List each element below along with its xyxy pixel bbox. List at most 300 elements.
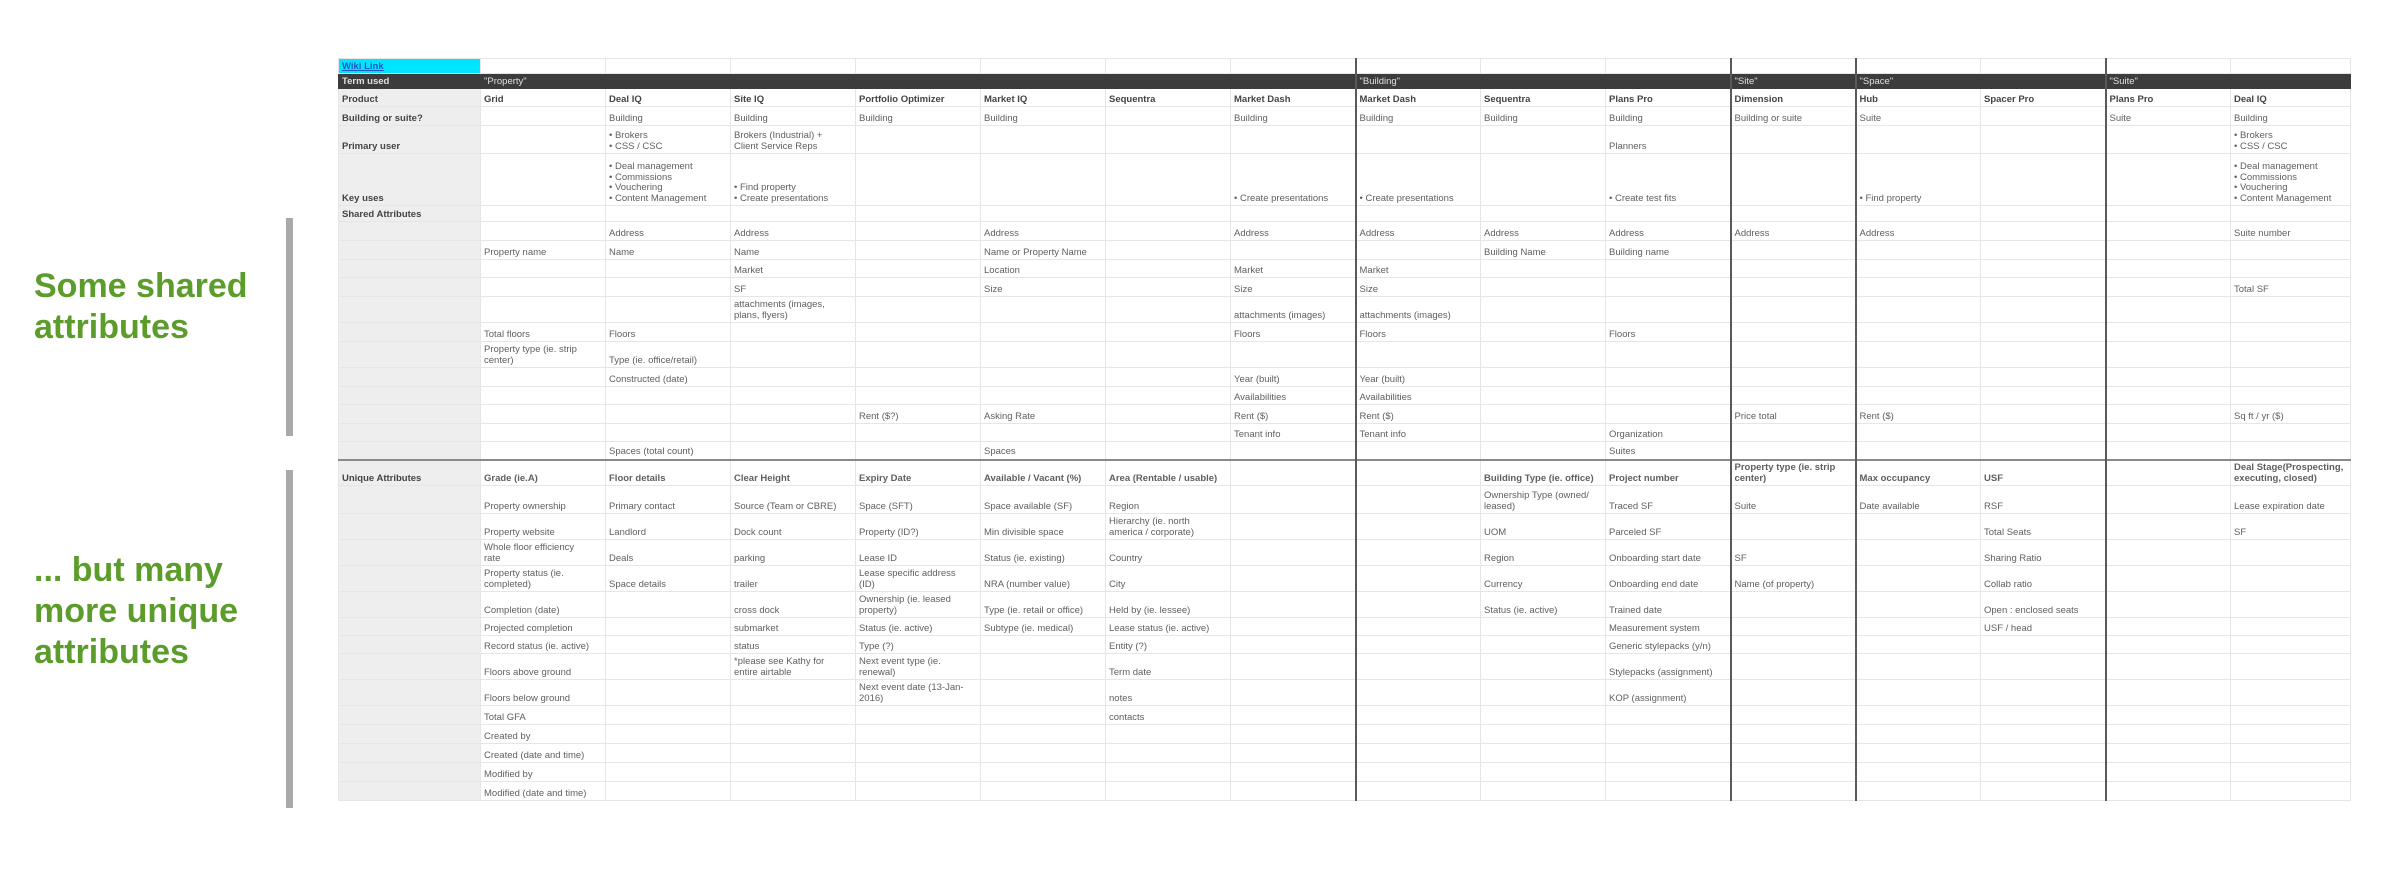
table-cell[interactable] bbox=[1481, 206, 1606, 222]
table-cell[interactable]: Collab ratio bbox=[1981, 566, 2106, 592]
table-cell[interactable]: Subtype (ie. medical) bbox=[981, 618, 1106, 636]
table-cell[interactable] bbox=[1856, 297, 1981, 323]
table-cell[interactable]: Currency bbox=[1481, 566, 1606, 592]
table-cell[interactable] bbox=[1231, 706, 1356, 725]
table-cell[interactable] bbox=[2106, 342, 2231, 368]
table-cell[interactable] bbox=[2231, 260, 2351, 278]
table-cell[interactable] bbox=[1731, 763, 1856, 782]
table-cell[interactable] bbox=[2106, 706, 2231, 725]
table-cell[interactable] bbox=[1481, 74, 1606, 89]
table-cell[interactable]: Name bbox=[731, 241, 856, 260]
table-cell[interactable]: "Suite" bbox=[2106, 74, 2231, 89]
table-cell[interactable] bbox=[1981, 654, 2106, 680]
table-cell[interactable] bbox=[1106, 126, 1231, 154]
table-cell[interactable]: SF bbox=[2231, 514, 2351, 540]
table-cell[interactable] bbox=[856, 260, 981, 278]
table-cell[interactable] bbox=[2106, 618, 2231, 636]
table-cell[interactable]: Status (ie. active) bbox=[856, 618, 981, 636]
table-cell[interactable] bbox=[1356, 460, 1481, 486]
table-cell[interactable]: Suite bbox=[1856, 107, 1981, 126]
table-cell[interactable] bbox=[1231, 680, 1356, 706]
table-cell[interactable] bbox=[1981, 107, 2106, 126]
table-cell[interactable] bbox=[1856, 514, 1981, 540]
table-cell[interactable]: Suites bbox=[1606, 442, 1731, 460]
table-cell[interactable] bbox=[2106, 680, 2231, 706]
table-cell[interactable]: Floors below ground bbox=[481, 680, 606, 706]
table-cell[interactable] bbox=[981, 297, 1106, 323]
table-cell[interactable]: Planners bbox=[1606, 126, 1731, 154]
table-cell[interactable] bbox=[1231, 241, 1356, 260]
table-cell[interactable]: Landlord bbox=[606, 514, 731, 540]
table-cell[interactable] bbox=[1231, 744, 1356, 763]
table-cell[interactable]: status bbox=[731, 636, 856, 654]
table-cell[interactable]: "Space" bbox=[1856, 74, 1981, 89]
table-cell[interactable]: Deal IQ bbox=[2231, 89, 2351, 107]
table-cell[interactable] bbox=[1606, 278, 1731, 297]
table-cell[interactable] bbox=[1106, 222, 1231, 241]
table-cell[interactable] bbox=[2231, 387, 2351, 405]
table-cell[interactable] bbox=[481, 442, 606, 460]
table-cell[interactable] bbox=[1731, 342, 1856, 368]
table-cell[interactable] bbox=[2106, 540, 2231, 566]
table-cell[interactable] bbox=[2231, 206, 2351, 222]
table-cell[interactable] bbox=[606, 636, 731, 654]
table-cell[interactable] bbox=[856, 323, 981, 342]
table-cell[interactable] bbox=[1981, 126, 2106, 154]
table-cell[interactable]: Suite bbox=[1731, 486, 1856, 514]
table-cell[interactable] bbox=[1106, 744, 1231, 763]
table-cell[interactable]: Building bbox=[1481, 107, 1606, 126]
table-cell[interactable] bbox=[606, 725, 731, 744]
table-cell[interactable] bbox=[1481, 154, 1606, 206]
table-cell[interactable] bbox=[981, 74, 1106, 89]
table-cell[interactable]: Size bbox=[1356, 278, 1481, 297]
table-cell[interactable]: Term date bbox=[1106, 654, 1231, 680]
table-cell[interactable] bbox=[1481, 744, 1606, 763]
table-cell[interactable]: Property type (ie. strip center) bbox=[1731, 460, 1856, 486]
table-cell[interactable]: Sequentra bbox=[1106, 89, 1231, 107]
table-cell[interactable] bbox=[1856, 654, 1981, 680]
table-cell[interactable] bbox=[606, 206, 731, 222]
table-cell[interactable] bbox=[856, 744, 981, 763]
table-cell[interactable] bbox=[2106, 297, 2231, 323]
table-cell[interactable]: Building name bbox=[1606, 241, 1731, 260]
table-cell[interactable] bbox=[1731, 514, 1856, 540]
table-cell[interactable] bbox=[1481, 782, 1606, 801]
table-cell[interactable]: Rent ($) bbox=[1356, 405, 1481, 424]
table-cell[interactable] bbox=[2231, 59, 2351, 74]
row-header-cell[interactable] bbox=[339, 654, 481, 680]
table-cell[interactable]: • Brokers • CSS / CSC bbox=[606, 126, 731, 154]
table-cell[interactable] bbox=[1856, 782, 1981, 801]
table-cell[interactable]: Building bbox=[606, 107, 731, 126]
table-cell[interactable] bbox=[481, 424, 606, 442]
table-cell[interactable]: Traced SF bbox=[1606, 486, 1731, 514]
table-cell[interactable] bbox=[981, 636, 1106, 654]
table-cell[interactable]: *please see Kathy for entire airtable bbox=[731, 654, 856, 680]
table-cell[interactable] bbox=[2106, 405, 2231, 424]
table-cell[interactable] bbox=[2231, 706, 2351, 725]
table-cell[interactable] bbox=[1731, 387, 1856, 405]
table-cell[interactable]: Address bbox=[1356, 222, 1481, 241]
table-cell[interactable] bbox=[981, 424, 1106, 442]
table-cell[interactable] bbox=[1731, 744, 1856, 763]
table-cell[interactable]: Property ownership bbox=[481, 486, 606, 514]
table-cell[interactable] bbox=[1981, 278, 2106, 297]
table-cell[interactable]: Date available bbox=[1856, 486, 1981, 514]
table-cell[interactable]: Building bbox=[731, 107, 856, 126]
table-cell[interactable] bbox=[2231, 654, 2351, 680]
table-cell[interactable] bbox=[1481, 323, 1606, 342]
table-cell[interactable] bbox=[856, 424, 981, 442]
table-cell[interactable] bbox=[1606, 744, 1731, 763]
table-cell[interactable]: • Find property bbox=[1856, 154, 1981, 206]
table-cell[interactable] bbox=[1231, 540, 1356, 566]
table-cell[interactable] bbox=[981, 368, 1106, 387]
table-cell[interactable]: Deal IQ bbox=[606, 89, 731, 107]
table-cell[interactable] bbox=[1606, 59, 1731, 74]
table-cell[interactable] bbox=[1356, 486, 1481, 514]
row-header-cell[interactable] bbox=[339, 405, 481, 424]
table-cell[interactable] bbox=[856, 725, 981, 744]
table-cell[interactable] bbox=[1981, 260, 2106, 278]
table-cell[interactable] bbox=[1231, 782, 1356, 801]
table-cell[interactable] bbox=[1106, 763, 1231, 782]
table-cell[interactable] bbox=[981, 387, 1106, 405]
table-cell[interactable] bbox=[2106, 278, 2231, 297]
table-cell[interactable]: Rent ($) bbox=[1856, 405, 1981, 424]
table-cell[interactable] bbox=[1481, 405, 1606, 424]
table-cell[interactable]: Space (SFT) bbox=[856, 486, 981, 514]
table-cell[interactable] bbox=[981, 706, 1106, 725]
table-cell[interactable] bbox=[856, 59, 981, 74]
table-cell[interactable] bbox=[606, 405, 731, 424]
table-cell[interactable] bbox=[1856, 636, 1981, 654]
table-cell[interactable]: Total Seats bbox=[1981, 514, 2106, 540]
table-cell[interactable]: Modified by bbox=[481, 763, 606, 782]
table-cell[interactable]: Availabilities bbox=[1356, 387, 1481, 405]
table-cell[interactable] bbox=[1356, 618, 1481, 636]
table-cell[interactable] bbox=[606, 744, 731, 763]
table-cell[interactable]: Tenant info bbox=[1356, 424, 1481, 442]
table-cell[interactable] bbox=[606, 618, 731, 636]
table-cell[interactable] bbox=[1106, 442, 1231, 460]
row-header-cell[interactable] bbox=[339, 763, 481, 782]
table-cell[interactable] bbox=[1981, 241, 2106, 260]
table-cell[interactable] bbox=[606, 782, 731, 801]
table-cell[interactable]: Trained date bbox=[1606, 592, 1731, 618]
table-cell[interactable] bbox=[731, 368, 856, 387]
table-cell[interactable] bbox=[856, 126, 981, 154]
table-cell[interactable]: • Create presentations bbox=[1231, 154, 1356, 206]
table-cell[interactable]: Lease ID bbox=[856, 540, 981, 566]
table-cell[interactable]: Lease specific address (ID) bbox=[856, 566, 981, 592]
table-cell[interactable] bbox=[1856, 278, 1981, 297]
table-cell[interactable] bbox=[1981, 206, 2106, 222]
table-cell[interactable] bbox=[1981, 636, 2106, 654]
table-cell[interactable] bbox=[981, 59, 1106, 74]
table-cell[interactable] bbox=[1106, 387, 1231, 405]
table-cell[interactable] bbox=[981, 126, 1106, 154]
table-cell[interactable] bbox=[1356, 744, 1481, 763]
table-cell[interactable] bbox=[856, 154, 981, 206]
table-cell[interactable] bbox=[1356, 706, 1481, 725]
table-cell[interactable] bbox=[1356, 566, 1481, 592]
table-cell[interactable] bbox=[2106, 59, 2231, 74]
table-cell[interactable] bbox=[1106, 424, 1231, 442]
table-cell[interactable]: Constructed (date) bbox=[606, 368, 731, 387]
table-cell[interactable] bbox=[1231, 763, 1356, 782]
table-cell[interactable]: Market bbox=[1231, 260, 1356, 278]
table-cell[interactable] bbox=[2106, 323, 2231, 342]
table-cell[interactable] bbox=[856, 222, 981, 241]
table-cell[interactable] bbox=[1481, 59, 1606, 74]
row-header-cell[interactable] bbox=[339, 241, 481, 260]
table-cell[interactable]: Onboarding end date bbox=[1606, 566, 1731, 592]
table-cell[interactable]: Min divisible space bbox=[981, 514, 1106, 540]
table-cell[interactable] bbox=[1481, 126, 1606, 154]
row-header-cell[interactable] bbox=[339, 725, 481, 744]
table-cell[interactable] bbox=[2106, 222, 2231, 241]
table-cell[interactable] bbox=[1606, 387, 1731, 405]
table-cell[interactable] bbox=[981, 154, 1106, 206]
table-cell[interactable] bbox=[1981, 368, 2106, 387]
table-cell[interactable] bbox=[856, 342, 981, 368]
row-header-cell[interactable] bbox=[339, 323, 481, 342]
table-cell[interactable] bbox=[2231, 540, 2351, 566]
table-cell[interactable]: Building bbox=[1356, 107, 1481, 126]
table-cell[interactable]: Suite bbox=[2106, 107, 2231, 126]
table-cell[interactable]: Market Dash bbox=[1356, 89, 1481, 107]
table-cell[interactable] bbox=[1356, 654, 1481, 680]
table-cell[interactable]: Year (built) bbox=[1356, 368, 1481, 387]
table-cell[interactable] bbox=[1106, 59, 1231, 74]
table-cell[interactable]: Asking Rate bbox=[981, 405, 1106, 424]
table-cell[interactable] bbox=[1981, 405, 2106, 424]
table-cell[interactable]: Tenant info bbox=[1231, 424, 1356, 442]
table-cell[interactable]: Ownership Type (owned/ leased) bbox=[1481, 486, 1606, 514]
table-cell[interactable] bbox=[1606, 297, 1731, 323]
table-cell[interactable]: Property type (ie. strip center) bbox=[481, 342, 606, 368]
table-cell[interactable]: City bbox=[1106, 566, 1231, 592]
table-cell[interactable]: Floors bbox=[1606, 323, 1731, 342]
table-cell[interactable] bbox=[2106, 260, 2231, 278]
table-cell[interactable] bbox=[1731, 278, 1856, 297]
row-header-cell[interactable] bbox=[339, 278, 481, 297]
table-cell[interactable] bbox=[606, 387, 731, 405]
table-cell[interactable] bbox=[481, 59, 606, 74]
table-cell[interactable] bbox=[606, 59, 731, 74]
table-cell[interactable]: Name bbox=[606, 241, 731, 260]
row-header-cell[interactable] bbox=[339, 442, 481, 460]
table-cell[interactable] bbox=[1856, 206, 1981, 222]
table-cell[interactable]: Building Name bbox=[1481, 241, 1606, 260]
table-cell[interactable] bbox=[731, 59, 856, 74]
table-cell[interactable] bbox=[731, 387, 856, 405]
table-cell[interactable] bbox=[2106, 566, 2231, 592]
row-header-cell[interactable]: Primary user bbox=[339, 126, 481, 154]
table-cell[interactable] bbox=[1981, 222, 2106, 241]
row-header-cell[interactable] bbox=[339, 387, 481, 405]
table-cell[interactable] bbox=[1981, 424, 2106, 442]
table-cell[interactable] bbox=[856, 782, 981, 801]
table-cell[interactable] bbox=[2231, 725, 2351, 744]
table-cell[interactable] bbox=[981, 680, 1106, 706]
table-cell[interactable]: Next event date (13-Jan- 2016) bbox=[856, 680, 981, 706]
table-cell[interactable] bbox=[1731, 706, 1856, 725]
table-cell[interactable] bbox=[1981, 323, 2106, 342]
table-cell[interactable] bbox=[1231, 342, 1356, 368]
table-cell[interactable] bbox=[1981, 680, 2106, 706]
table-cell[interactable]: Building bbox=[856, 107, 981, 126]
table-cell[interactable] bbox=[1606, 763, 1731, 782]
table-cell[interactable] bbox=[1481, 763, 1606, 782]
table-cell[interactable] bbox=[481, 154, 606, 206]
table-cell[interactable]: Plans Pro bbox=[2106, 89, 2231, 107]
table-cell[interactable]: Address bbox=[1231, 222, 1356, 241]
table-cell[interactable]: Area (Rentable / usable) bbox=[1106, 460, 1231, 486]
table-cell[interactable] bbox=[606, 680, 731, 706]
table-cell[interactable] bbox=[606, 278, 731, 297]
table-cell[interactable] bbox=[2231, 241, 2351, 260]
table-cell[interactable]: KOP (assignment) bbox=[1606, 680, 1731, 706]
table-cell[interactable] bbox=[1731, 442, 1856, 460]
table-cell[interactable] bbox=[1481, 278, 1606, 297]
table-cell[interactable] bbox=[1231, 126, 1356, 154]
table-cell[interactable]: Generic stylepacks (y/n) bbox=[1606, 636, 1731, 654]
table-cell[interactable] bbox=[1356, 241, 1481, 260]
table-cell[interactable]: Building or suite bbox=[1731, 107, 1856, 126]
row-header-cell[interactable] bbox=[339, 566, 481, 592]
table-cell[interactable] bbox=[1481, 424, 1606, 442]
table-cell[interactable]: • Create test fits bbox=[1606, 154, 1731, 206]
table-cell[interactable]: cross dock bbox=[731, 592, 856, 618]
table-cell[interactable] bbox=[1231, 636, 1356, 654]
table-cell[interactable]: "Property" bbox=[481, 74, 606, 89]
table-cell[interactable] bbox=[2106, 744, 2231, 763]
table-cell[interactable]: Price total bbox=[1731, 405, 1856, 424]
table-cell[interactable] bbox=[731, 680, 856, 706]
table-cell[interactable]: Stylepacks (assignment) bbox=[1606, 654, 1731, 680]
table-cell[interactable] bbox=[1731, 654, 1856, 680]
table-cell[interactable] bbox=[1606, 74, 1731, 89]
table-cell[interactable] bbox=[1106, 154, 1231, 206]
table-cell[interactable] bbox=[1106, 206, 1231, 222]
table-cell[interactable]: Parceled SF bbox=[1606, 514, 1731, 540]
table-cell[interactable] bbox=[731, 442, 856, 460]
table-cell[interactable] bbox=[2231, 424, 2351, 442]
table-cell[interactable]: notes bbox=[1106, 680, 1231, 706]
table-cell[interactable] bbox=[2231, 297, 2351, 323]
table-cell[interactable]: Floors bbox=[1356, 323, 1481, 342]
table-cell[interactable] bbox=[1106, 241, 1231, 260]
table-cell[interactable] bbox=[1856, 260, 1981, 278]
table-cell[interactable]: Address bbox=[1731, 222, 1856, 241]
table-cell[interactable]: Suite number bbox=[2231, 222, 2351, 241]
table-cell[interactable]: Spacer Pro bbox=[1981, 89, 2106, 107]
table-cell[interactable] bbox=[2231, 618, 2351, 636]
table-cell[interactable] bbox=[1481, 260, 1606, 278]
table-cell[interactable] bbox=[2231, 744, 2351, 763]
table-cell[interactable] bbox=[481, 405, 606, 424]
table-cell[interactable] bbox=[1981, 74, 2106, 89]
row-header-cell[interactable] bbox=[339, 706, 481, 725]
table-cell[interactable] bbox=[731, 74, 856, 89]
table-cell[interactable] bbox=[1856, 744, 1981, 763]
table-cell[interactable]: Ownership (ie. leased property) bbox=[856, 592, 981, 618]
table-cell[interactable] bbox=[1356, 59, 1481, 74]
table-cell[interactable] bbox=[2231, 592, 2351, 618]
table-cell[interactable]: Source (Team or CBRE) bbox=[731, 486, 856, 514]
table-cell[interactable] bbox=[481, 278, 606, 297]
table-cell[interactable] bbox=[481, 222, 606, 241]
table-cell[interactable]: Record status (ie. active) bbox=[481, 636, 606, 654]
table-cell[interactable] bbox=[981, 654, 1106, 680]
table-cell[interactable]: submarket bbox=[731, 618, 856, 636]
table-cell[interactable] bbox=[1981, 387, 2106, 405]
table-cell[interactable] bbox=[1731, 424, 1856, 442]
table-cell[interactable] bbox=[1981, 154, 2106, 206]
table-cell[interactable] bbox=[731, 424, 856, 442]
table-cell[interactable] bbox=[1731, 260, 1856, 278]
table-cell[interactable]: • Deal management • Commissions • Vouchering • Content Management bbox=[2231, 154, 2351, 206]
table-cell[interactable] bbox=[1356, 540, 1481, 566]
row-header-cell[interactable] bbox=[339, 782, 481, 801]
table-cell[interactable] bbox=[856, 442, 981, 460]
table-cell[interactable] bbox=[1106, 782, 1231, 801]
table-cell[interactable] bbox=[1731, 323, 1856, 342]
table-cell[interactable] bbox=[1981, 782, 2106, 801]
table-cell[interactable] bbox=[2106, 460, 2231, 486]
row-header-cell[interactable] bbox=[339, 514, 481, 540]
row-header-cell[interactable] bbox=[339, 260, 481, 278]
table-cell[interactable]: Rent ($?) bbox=[856, 405, 981, 424]
table-cell[interactable] bbox=[1856, 442, 1981, 460]
table-cell[interactable]: Grid bbox=[481, 89, 606, 107]
table-cell[interactable]: Sharing Ratio bbox=[1981, 540, 2106, 566]
table-cell[interactable]: Brokers (Industrial) + Client Service Reps bbox=[731, 126, 856, 154]
table-cell[interactable] bbox=[1856, 725, 1981, 744]
table-cell[interactable] bbox=[856, 368, 981, 387]
table-cell[interactable]: trailer bbox=[731, 566, 856, 592]
table-cell[interactable] bbox=[731, 706, 856, 725]
table-cell[interactable] bbox=[481, 206, 606, 222]
table-cell[interactable] bbox=[1481, 297, 1606, 323]
table-cell[interactable]: Measurement system bbox=[1606, 618, 1731, 636]
table-cell[interactable] bbox=[1856, 706, 1981, 725]
table-cell[interactable]: Name (of property) bbox=[1731, 566, 1856, 592]
table-cell[interactable] bbox=[2231, 782, 2351, 801]
row-header-cell[interactable] bbox=[339, 222, 481, 241]
table-cell[interactable]: Region bbox=[1481, 540, 1606, 566]
table-cell[interactable] bbox=[1481, 342, 1606, 368]
table-cell[interactable]: Spaces bbox=[981, 442, 1106, 460]
table-cell[interactable] bbox=[481, 126, 606, 154]
table-cell[interactable]: • Deal management • Commissions • Vouchering • Content Management bbox=[606, 154, 731, 206]
table-cell[interactable] bbox=[1981, 297, 2106, 323]
table-cell[interactable]: Held by (ie. lessee) bbox=[1106, 592, 1231, 618]
table-cell[interactable] bbox=[1731, 154, 1856, 206]
table-cell[interactable] bbox=[1731, 241, 1856, 260]
table-cell[interactable]: Lease status (ie. active) bbox=[1106, 618, 1231, 636]
table-cell[interactable] bbox=[1356, 782, 1481, 801]
table-cell[interactable]: Total GFA bbox=[481, 706, 606, 725]
table-cell[interactable] bbox=[2106, 763, 2231, 782]
table-cell[interactable]: USF / head bbox=[1981, 618, 2106, 636]
table-cell[interactable] bbox=[1731, 725, 1856, 744]
table-cell[interactable] bbox=[1356, 442, 1481, 460]
table-cell[interactable] bbox=[1356, 126, 1481, 154]
